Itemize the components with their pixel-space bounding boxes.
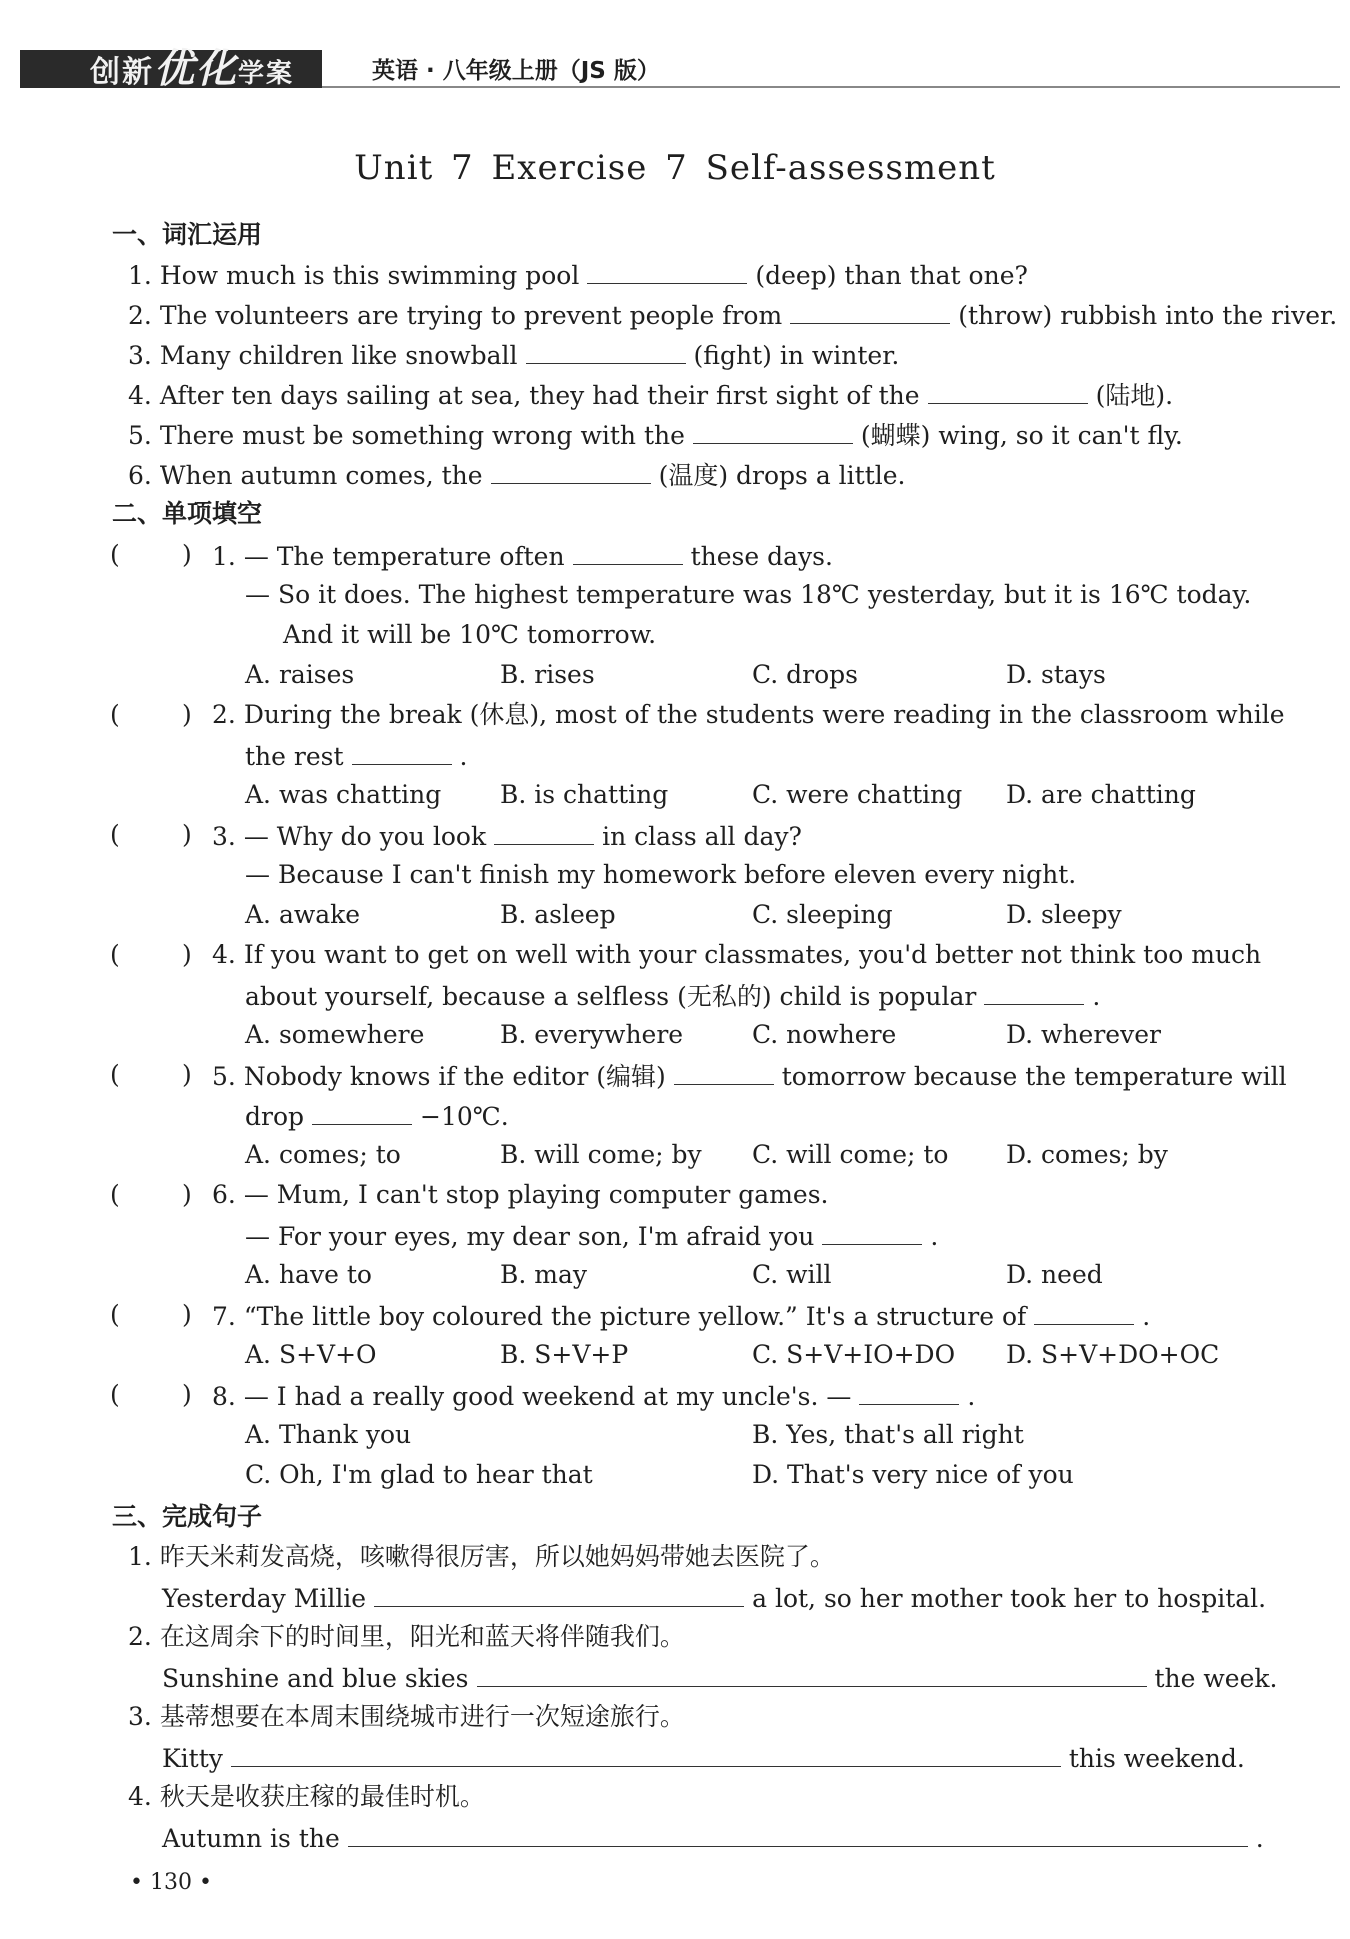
- mc-question-4-line2: about yourself, because a selfless (无私的) child is popular .: [245, 978, 1100, 1014]
- answer-blank[interactable]: [587, 257, 747, 284]
- mc-question-2-line2: the rest .: [245, 738, 467, 774]
- answer-blank[interactable]: [312, 1098, 412, 1125]
- translation-item-1-en: Yesterday Millie a lot, so her mother took her to hospital.: [162, 1580, 1266, 1616]
- vocab-item-4: 4. After ten days sailing at sea, they had their first sight of the (陆地).: [128, 377, 1173, 413]
- option[interactable]: C. sleeping: [752, 900, 893, 929]
- mc-question-3-line2: — Because I can't finish my homework before eleven every night.: [245, 860, 1077, 889]
- mc-question-5: 5. Nobody knows if the editor (编辑) tomorrow because the temperature will: [212, 1058, 1287, 1094]
- mc-question-2: 2. During the break (休息), most of the students were reading in the classroom while: [212, 700, 1285, 729]
- option[interactable]: C. Oh, I'm glad to hear that: [245, 1460, 593, 1489]
- mc-question-1-line3: And it will be 10℃ tomorrow.: [283, 620, 657, 649]
- answer-paren[interactable]: ( ): [110, 700, 192, 729]
- answer-blank[interactable]: [348, 1820, 1248, 1847]
- option[interactable]: C. will: [752, 1260, 832, 1289]
- mc-question-6: 6. — Mum, I can't stop playing computer games.: [212, 1180, 829, 1209]
- mc-question-7: 7. “The little boy coloured the picture yellow.” It's a structure of .: [212, 1298, 1150, 1334]
- answer-blank[interactable]: [822, 1218, 922, 1245]
- option[interactable]: C. will come; to: [752, 1140, 949, 1169]
- option[interactable]: B. may: [500, 1260, 587, 1289]
- option[interactable]: A. have to: [245, 1260, 372, 1289]
- vocab-item-6: 6. When autumn comes, the (温度) drops a little.: [128, 457, 906, 493]
- answer-blank[interactable]: [674, 1058, 774, 1085]
- translation-item-3-en: Kitty this weekend.: [162, 1740, 1245, 1776]
- brand-logo: 创新优化学案: [20, 50, 322, 88]
- answer-paren[interactable]: ( ): [110, 940, 192, 969]
- option[interactable]: A. awake: [245, 900, 361, 929]
- answer-blank[interactable]: [374, 1580, 744, 1607]
- answer-paren[interactable]: ( ): [110, 540, 192, 569]
- translation-item-4-en: Autumn is the .: [162, 1820, 1264, 1856]
- option[interactable]: D. need: [1006, 1260, 1103, 1289]
- answer-blank[interactable]: [491, 457, 651, 484]
- mc-question-4: 4. If you want to get on well with your classmates, you'd better not think too much: [212, 940, 1262, 969]
- vocab-item-2: 2. The volunteers are trying to prevent people from (throw) rubbish into the river.: [128, 297, 1337, 333]
- option[interactable]: A. was chatting: [245, 780, 442, 809]
- option[interactable]: D. stays: [1006, 660, 1106, 689]
- option[interactable]: A. S+V+O: [245, 1340, 377, 1369]
- answer-blank[interactable]: [790, 297, 950, 324]
- mc-question-3: 3. — Why do you look in class all day?: [212, 818, 802, 854]
- option[interactable]: C. nowhere: [752, 1020, 897, 1049]
- answer-blank[interactable]: [928, 377, 1088, 404]
- option[interactable]: B. will come; by: [500, 1140, 702, 1169]
- option[interactable]: D. wherever: [1006, 1020, 1161, 1049]
- section-heading-vocabulary: 一、词汇运用: [112, 220, 263, 249]
- page-header: [20, 48, 1340, 92]
- answer-blank[interactable]: [573, 538, 683, 565]
- option[interactable]: B. asleep: [500, 900, 616, 929]
- vocab-item-1: 1. How much is this swimming pool (deep) than that one?: [128, 257, 1028, 293]
- option[interactable]: B. rises: [500, 660, 595, 689]
- answer-blank[interactable]: [231, 1740, 1061, 1767]
- answer-blank[interactable]: [526, 337, 686, 364]
- vocab-item-3: 3. Many children like snowball (fight) in winter.: [128, 337, 899, 373]
- answer-paren[interactable]: ( ): [110, 1300, 192, 1329]
- answer-blank[interactable]: [859, 1378, 959, 1405]
- mc-question-1: 1. — The temperature often these days.: [212, 538, 833, 574]
- mc-question-1-line2: — So it does. The highest temperature was 18℃ yesterday, but it is 16℃ today.: [245, 580, 1252, 609]
- option[interactable]: D. sleepy: [1006, 900, 1122, 929]
- option[interactable]: A. Thank you: [245, 1420, 412, 1449]
- answer-blank[interactable]: [494, 818, 594, 845]
- option[interactable]: B. everywhere: [500, 1020, 684, 1049]
- option[interactable]: A. somewhere: [245, 1020, 425, 1049]
- option[interactable]: C. were chatting: [752, 780, 963, 809]
- answer-blank[interactable]: [1034, 1298, 1134, 1325]
- answer-paren[interactable]: ( ): [110, 820, 192, 849]
- subject-label: 英语 · 八年级上册（JS 版）: [372, 58, 660, 84]
- option[interactable]: C. S+V+IO+DO: [752, 1340, 956, 1369]
- answer-blank[interactable]: [693, 417, 853, 444]
- option[interactable]: C. drops: [752, 660, 858, 689]
- option[interactable]: D. S+V+DO+OC: [1006, 1340, 1220, 1369]
- answer-blank[interactable]: [352, 738, 452, 765]
- page-title: Unit 7 Exercise 7 Self-assessment: [354, 148, 996, 188]
- option[interactable]: D. That's very nice of you: [752, 1460, 1074, 1489]
- option[interactable]: D. are chatting: [1006, 780, 1196, 809]
- answer-paren[interactable]: ( ): [110, 1060, 192, 1089]
- option[interactable]: B. S+V+P: [500, 1340, 629, 1369]
- answer-blank[interactable]: [984, 978, 1084, 1005]
- section-heading-complete-sentences: 三、完成句子: [112, 1502, 263, 1531]
- section-heading-multiple-choice: 二、单项填空: [112, 499, 263, 528]
- option[interactable]: D. comes; by: [1006, 1140, 1168, 1169]
- translation-item-3-cn: 3. 基蒂想要在本周末围绕城市进行一次短途旅行。: [128, 1702, 685, 1731]
- option[interactable]: A. comes; to: [245, 1140, 401, 1169]
- option[interactable]: B. Yes, that's all right: [752, 1420, 1024, 1449]
- option[interactable]: A. raises: [245, 660, 355, 689]
- vocab-item-5: 5. There must be something wrong with the (蝴蝶) wing, so it can't fly.: [128, 417, 1183, 453]
- answer-paren[interactable]: ( ): [110, 1380, 192, 1409]
- mc-question-5-line2: drop −10℃.: [245, 1098, 509, 1134]
- translation-item-2-cn: 2. 在这周余下的时间里，阳光和蓝天将伴随我们。: [128, 1622, 685, 1651]
- mc-question-6-line2: — For your eyes, my dear son, I'm afraid you .: [245, 1218, 938, 1254]
- translation-item-2-en: Sunshine and blue skies the week.: [162, 1660, 1277, 1696]
- answer-paren[interactable]: ( ): [110, 1180, 192, 1209]
- option[interactable]: B. is chatting: [500, 780, 669, 809]
- translation-item-1-cn: 1. 昨天米莉发高烧，咳嗽得很厉害，所以她妈妈带她去医院了。: [128, 1542, 835, 1571]
- mc-question-8: 8. — I had a really good weekend at my uncle's. — .: [212, 1378, 975, 1414]
- page-number: • 130 •: [130, 1870, 212, 1895]
- answer-blank[interactable]: [477, 1660, 1147, 1687]
- header-rule: [322, 86, 1340, 88]
- translation-item-4-cn: 4. 秋天是收获庄稼的最佳时机。: [128, 1782, 485, 1811]
